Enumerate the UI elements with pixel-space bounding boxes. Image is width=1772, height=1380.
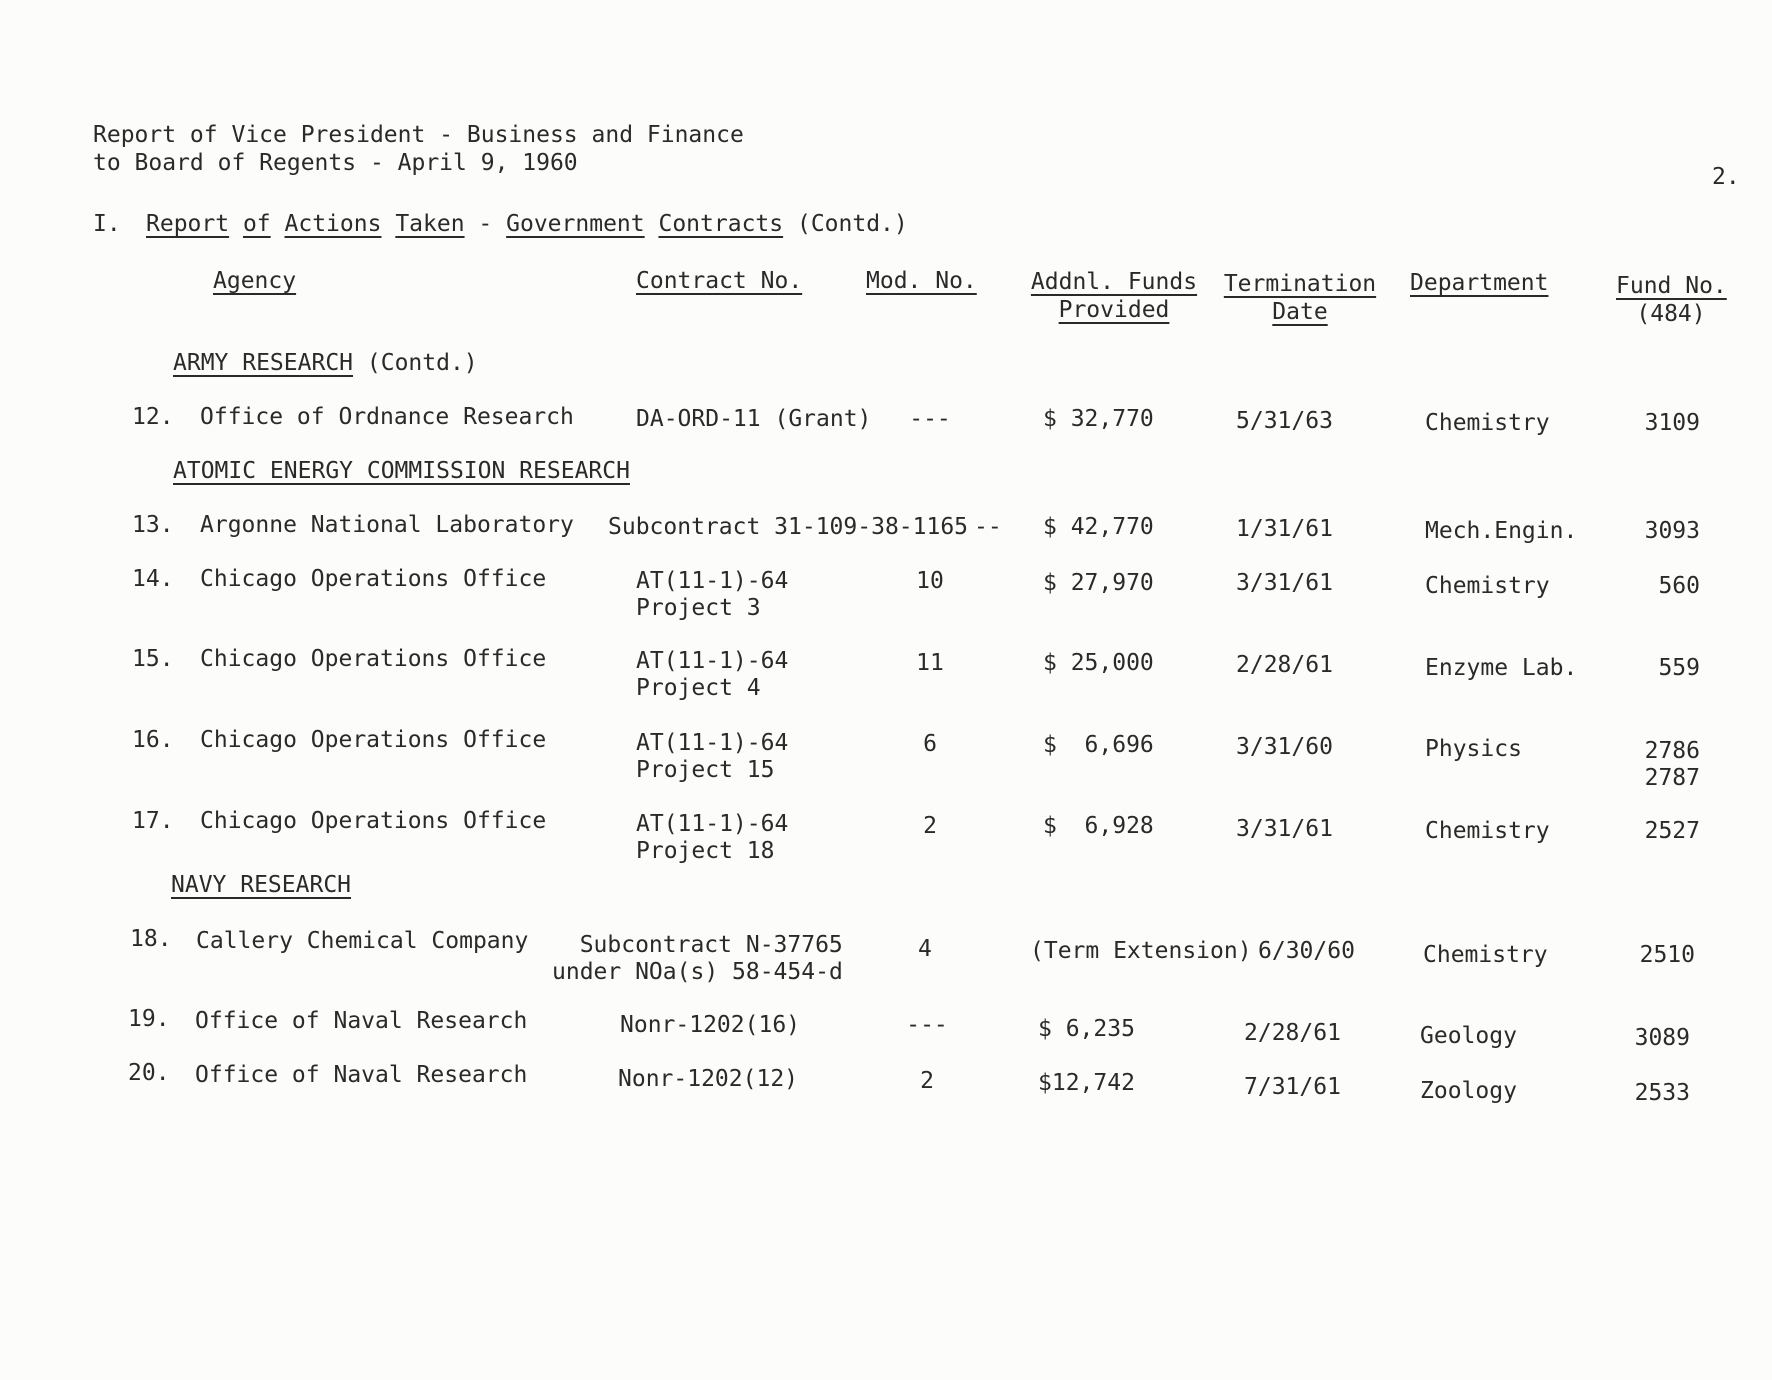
row-contract-line2: under NOa(s) 58-454-d [552, 959, 843, 985]
row-department: Enzyme Lab. [1425, 655, 1578, 681]
row-funds: (Term Extension) [1030, 938, 1252, 964]
row-termination: 3/31/61 [1236, 816, 1333, 842]
row-number: 13. [132, 512, 174, 538]
row-contract [552, 932, 843, 986]
row-termination: 1/31/61 [1236, 516, 1333, 542]
row-number: 17. [132, 808, 174, 834]
row-contract-line2: Project 4 [636, 675, 761, 701]
group-heading-navy [171, 872, 351, 898]
row-termination: 5/31/63 [1236, 408, 1333, 434]
row-mod: 10 [916, 568, 944, 594]
row-contract-line1: AT(11-1)-64 [636, 811, 789, 837]
row-funds: $ 6,696 [1043, 732, 1154, 758]
row-contract-line2: Project 18 [636, 838, 775, 864]
row-fund-no-line2: 2787 [1644, 765, 1700, 791]
row-mod: --- [906, 1012, 948, 1038]
row-mod: -- [974, 514, 1002, 540]
group-title: ARMY RESEARCH [173, 350, 354, 376]
row-contract [636, 811, 788, 865]
row-contract-line2: Project 3 [636, 595, 761, 621]
row-contract [636, 568, 788, 622]
row-agency: Chicago Operations Office [200, 727, 547, 753]
row-contract-line1: Subcontract N-37765 [579, 932, 843, 958]
row-funds: $ 6,928 [1043, 813, 1154, 839]
group-heading-aec [173, 458, 630, 484]
row-termination: 6/30/60 [1258, 938, 1355, 964]
section-title-word: Taken [395, 211, 465, 237]
row-department: Physics [1425, 736, 1522, 762]
row-agency: Chicago Operations Office [200, 646, 547, 672]
column-header-agency: Agency [213, 268, 297, 294]
row-fund-no: 2527 [1644, 818, 1700, 844]
column-header-mod-no: Mod. No. [866, 268, 977, 294]
group-title: NAVY RESEARCH [171, 872, 352, 898]
row-mod: --- [909, 406, 951, 432]
row-contract: Subcontract 31-109-38-1165 [608, 514, 969, 540]
row-agency: Callery Chemical Company [196, 928, 529, 954]
row-number: 14. [132, 566, 174, 592]
row-contract: Nonr-1202(12) [618, 1066, 799, 1092]
row-mod: 2 [920, 1068, 934, 1094]
row-fund-no [1600, 738, 1700, 792]
row-contract-line2: Project 15 [636, 757, 775, 783]
row-termination: 3/31/60 [1236, 734, 1333, 760]
row-fund-no: 3089 [1634, 1025, 1690, 1051]
row-number: 15. [132, 646, 174, 672]
row-funds: $ 42,770 [1043, 514, 1154, 540]
section-title-word: Actions [284, 211, 382, 237]
row-termination: 2/28/61 [1236, 652, 1333, 678]
row-termination: 3/31/61 [1236, 570, 1333, 596]
row-fund-no: 2510 [1639, 942, 1695, 968]
section-contd: (Contd.) [796, 211, 908, 237]
row-fund-no-line1: 2786 [1644, 738, 1700, 764]
row-agency: Office of Naval Research [195, 1008, 528, 1034]
row-contract [636, 648, 788, 702]
section-numeral: I. [93, 211, 121, 237]
section-heading [146, 211, 908, 237]
row-agency: Chicago Operations Office [200, 808, 547, 834]
row-department: Mech.Engin. [1425, 518, 1578, 544]
row-agency: Office of Ordnance Research [200, 404, 574, 430]
row-fund-no: 560 [1658, 573, 1700, 599]
row-contract: DA-ORD-11 (Grant) [636, 406, 872, 432]
page-number: 2. [1712, 164, 1740, 190]
row-number: 16. [132, 727, 174, 753]
row-contract-line1: AT(11-1)-64 [636, 648, 789, 674]
row-department: Geology [1420, 1023, 1517, 1049]
section-title-word: of [242, 211, 271, 237]
row-fund-no: 559 [1658, 655, 1700, 681]
row-termination: 2/28/61 [1244, 1020, 1341, 1046]
section-title-word: Contracts [658, 211, 784, 237]
row-number: 19. [128, 1006, 170, 1032]
row-fund-no: 2533 [1634, 1080, 1690, 1106]
column-header-funds [1029, 268, 1199, 324]
section-title-word: Report [146, 211, 230, 237]
row-mod: 6 [923, 731, 937, 757]
column-header-contract-no: Contract No. [636, 268, 803, 294]
row-number: 18. [130, 926, 172, 952]
group-suffix: (Contd.) [366, 350, 478, 376]
row-department: Chemistry [1425, 818, 1550, 844]
row-funds: $ 6,235 [1038, 1016, 1135, 1042]
row-number: 20. [128, 1060, 170, 1086]
column-header-fund-no-line1: Fund No. [1616, 273, 1727, 299]
row-agency: Argonne National Laboratory [200, 512, 574, 538]
row-contract-line1: AT(11-1)-64 [636, 730, 789, 756]
column-header-termination-line1: Termination [1223, 271, 1377, 297]
row-funds: $ 27,970 [1043, 570, 1154, 596]
row-funds: $ 25,000 [1043, 650, 1154, 676]
row-mod: 11 [916, 650, 944, 676]
column-header-fund-no-line2: (484) [1636, 301, 1706, 327]
column-header-termination [1222, 270, 1378, 326]
group-title: ATOMIC ENERGY COMMISSION RESEARCH [173, 458, 630, 484]
row-funds: $ 32,770 [1043, 406, 1154, 432]
row-number: 12. [132, 404, 174, 430]
section-title-word: - [478, 211, 493, 237]
row-department: Zoology [1420, 1078, 1517, 1104]
report-title-line2: to Board of Regents - April 9, 1960 [93, 150, 578, 176]
column-header-funds-line1: Addnl. Funds [1030, 269, 1198, 295]
column-header-department: Department [1410, 270, 1549, 296]
row-contract [636, 730, 788, 784]
row-funds: $12,742 [1038, 1070, 1135, 1096]
column-header-funds-line2: Provided [1058, 297, 1170, 323]
row-fund-no: 3093 [1644, 518, 1700, 544]
row-contract-line1: AT(11-1)-64 [636, 568, 789, 594]
row-mod: 4 [918, 936, 932, 962]
row-fund-no: 3109 [1644, 410, 1700, 436]
column-header-fund-no [1616, 272, 1726, 328]
report-title-line1: Report of Vice President - Business and Finance [93, 122, 744, 148]
row-mod: 2 [923, 813, 937, 839]
section-title-word: Government [506, 211, 645, 237]
column-header-termination-line2: Date [1272, 299, 1328, 325]
row-department: Chemistry [1425, 410, 1550, 436]
row-agency: Office of Naval Research [195, 1062, 528, 1088]
row-agency: Chicago Operations Office [200, 566, 547, 592]
group-heading-army [173, 350, 478, 376]
row-contract: Nonr-1202(16) [620, 1012, 801, 1038]
row-department: Chemistry [1425, 573, 1550, 599]
row-termination: 7/31/61 [1244, 1074, 1341, 1100]
row-department: Chemistry [1423, 942, 1548, 968]
